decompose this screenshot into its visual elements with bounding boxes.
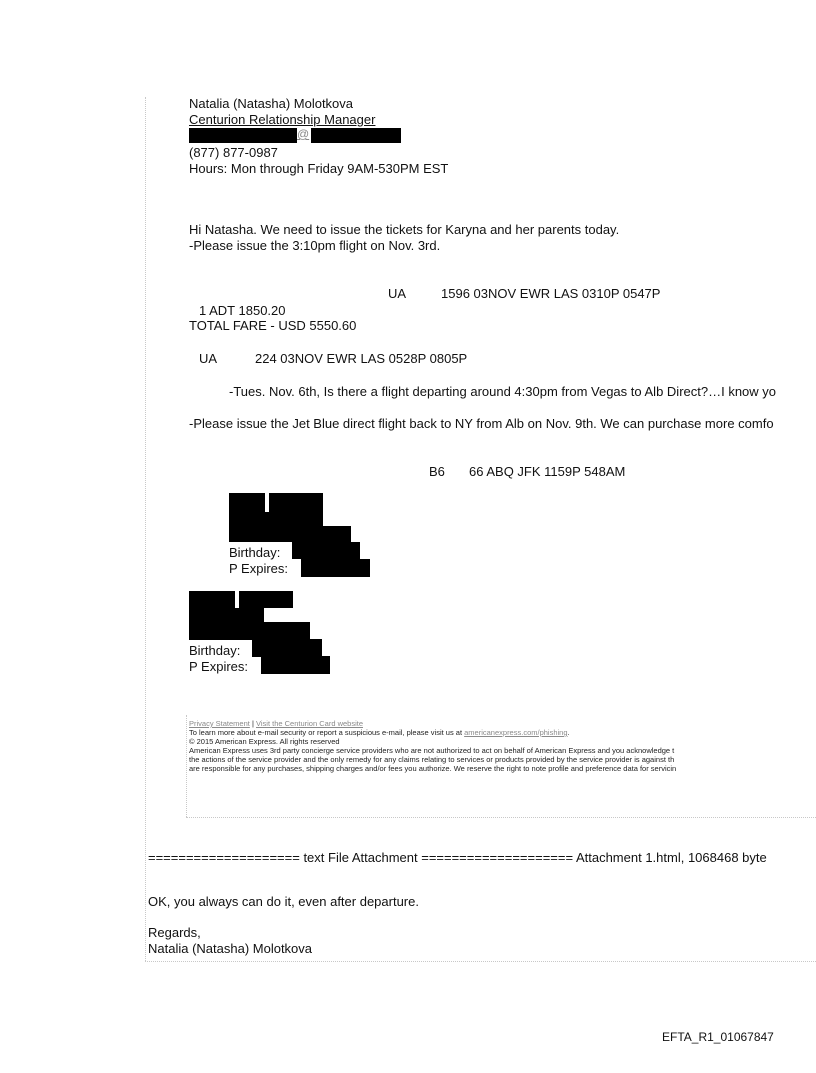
flight2-carrier: UA [199,351,218,366]
flight2-detail: 224 03NOV EWR LAS 0528P 0805P [255,351,468,366]
redacted-detail-line [229,526,351,542]
reply-border-bottom [145,961,816,962]
flight1-detail: 1596 03NOV EWR LAS 0310P 0547P [441,286,661,301]
sender-hours: Hours: Mon through Friday 9AM-530PM EST [189,161,449,176]
greeting: Hi Natasha. We need to issue the tickets for Karyna and her parents today. [189,222,620,237]
passport-expires-label: P Expires: [229,561,289,576]
redacted-first-name [229,493,265,512]
birthday-label: Birthday: [189,643,241,658]
birthday-label: Birthday: [229,545,281,560]
quote-border-inner [186,715,187,817]
attachment-line: ==================== text File Attachment ==================== Attachment 1.html, 1068468 byte [148,850,767,865]
security-text: To learn more about e-mail security or report a suspicious e-mail, please visit us at [189,728,465,737]
sender-phone: (877) 877-0987 [189,145,278,160]
request-line-1: -Please issue the 3:10pm flight on Nov. 3rd. [189,238,441,253]
adult-fare: 1 ADT 1850.20 [199,303,286,318]
email-at-sign: @ [297,127,310,141]
privacy-statement-link[interactable]: Privacy Statement [189,719,250,728]
redacted-email-user [189,128,297,143]
redacted-last-name [269,493,323,512]
redacted-id-line [189,608,264,622]
sender-title: Centurion Relationship Manager [189,112,376,127]
sender-name: Natalia (Natasha) Molotkova [189,96,354,111]
reply-body: OK, you always can do it, even after departure. [148,894,419,909]
copyright: © 2015 American Express. All rights reserved [189,737,340,746]
quote-border-bottom [186,817,816,818]
reply-signature-name: Natalia (Natasha) Molotkova [148,941,313,956]
flight1-carrier: UA [388,286,407,301]
request-line-jetblue: -Please issue the Jet Blue direct flight back to NY from Alb on Nov. 9th. We can purchase more comfo [189,416,774,431]
footer-links [189,719,363,728]
request-line-tues: -Tues. Nov. 6th, Is there a flight departing around 4:30pm from Vegas to Alb Direct?…I know yo [229,384,777,399]
security-notice [189,728,570,737]
disclaimer-line-2: the actions of the service provider and the only remedy for any claims relating to services or products provided by the service provider is against th [189,755,675,764]
disclaimer-line-1: American Express uses 3rd party concierge service providers who are not authorized to act on behalf of American Express and you acknowledge t [189,746,675,755]
redacted-last-name [239,591,293,608]
total-fare: TOTAL FARE - USD 5550.60 [189,318,357,333]
quote-border-outer [145,97,146,961]
disclaimer-line-3: are responsible for any purchases, shipping charges and/or fees you authorize. We reserve the right to note profile and preference data for servicin [189,764,677,773]
flight3-carrier: B6 [429,464,445,479]
phishing-link[interactable]: americanexpress.com/phishing [464,728,568,737]
redacted-id-line [229,512,323,526]
footer-separator: | [251,719,254,728]
security-end: . [567,728,570,737]
redacted-detail-line [189,622,310,640]
redacted-birthday [292,542,360,559]
flight3-detail: 66 ABQ JFK 1159P 548AM [469,464,626,479]
document-id: EFTA_R1_01067847 [662,1030,774,1044]
redacted-first-name [189,591,235,608]
redacted-passport-expiry [261,656,330,674]
reply-regards: Regards, [148,925,201,940]
centurion-website-link[interactable]: Visit the Centurion Card website [256,719,363,728]
redacted-birthday [252,639,322,657]
passport-expires-label: P Expires: [189,659,249,674]
redacted-passport-expiry [301,559,370,577]
redacted-email-domain [311,128,401,143]
